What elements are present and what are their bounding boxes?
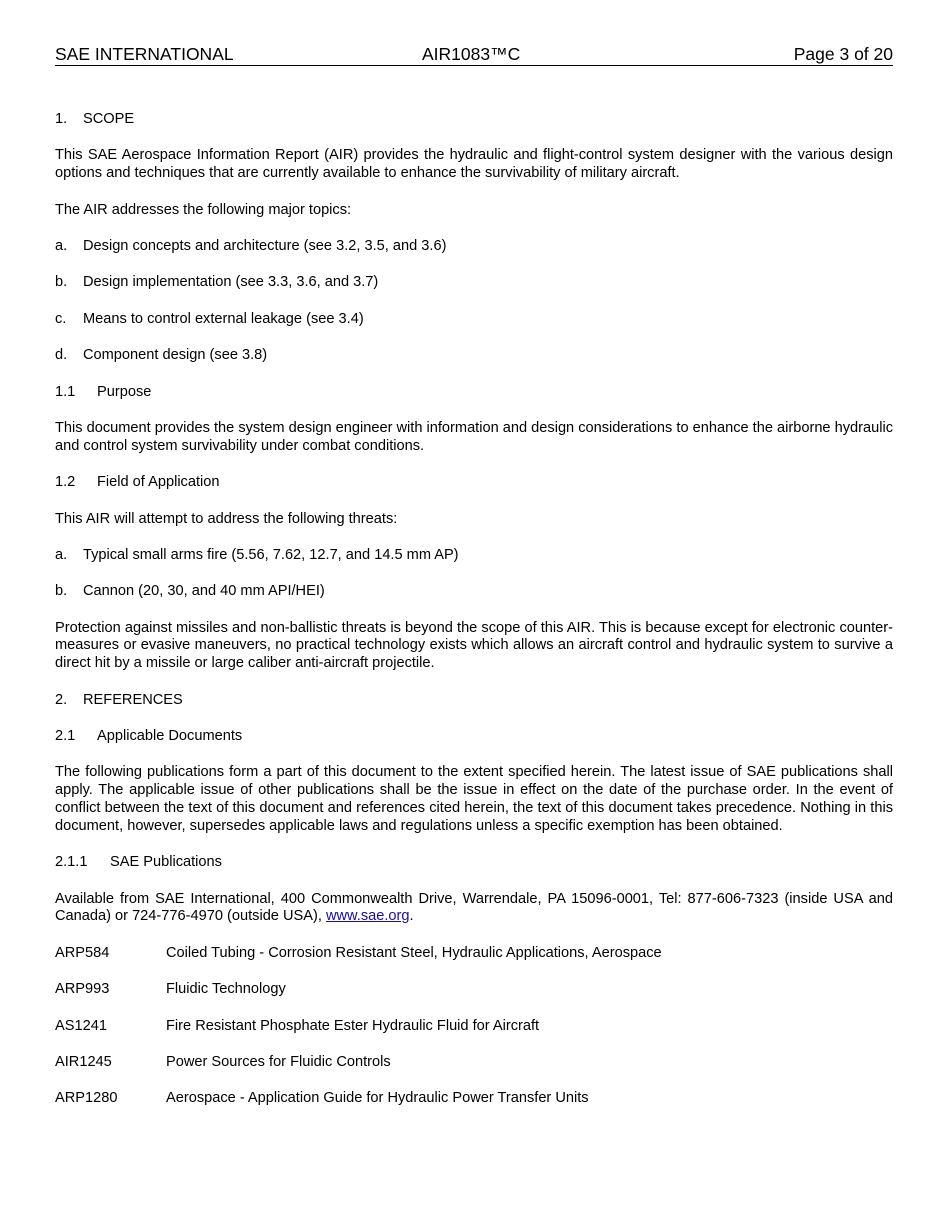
header-doc-id: AIR1083™C bbox=[422, 44, 521, 64]
section-title: SAE Publications bbox=[110, 854, 222, 871]
page-header bbox=[55, 43, 893, 66]
section-number: 1.2 bbox=[55, 474, 76, 491]
reference-entry bbox=[55, 1018, 893, 1036]
section-title: SCOPE bbox=[83, 111, 135, 127]
list-item bbox=[55, 311, 893, 329]
list-item-text: Design implementation (see 3.3, 3.6, and 3.7) bbox=[83, 274, 379, 291]
list-item-label: b. bbox=[55, 583, 68, 600]
section-scope-heading bbox=[55, 111, 893, 129]
field-threats-intro: This AIR will attempt to address the following threats: bbox=[55, 510, 398, 527]
scope-paragraph: This SAE Aerospace Information Report (AIR) provides the hydraulic and flight-control system designer with the various design options and techniques that are currently available to enhance the survivability of military aircraft. bbox=[55, 147, 893, 182]
list-item-label: a. bbox=[55, 237, 68, 254]
section-title: REFERENCES bbox=[83, 691, 183, 708]
availability-text: Available from SAE International, 400 Commonwealth Drive, Warrendale, PA 15096-0001, Tel: 877-606-7323 (inside USA and Canada) or 724-776-4970 (outside USA), bbox=[55, 890, 893, 925]
reference-title: Fluidic Technology bbox=[166, 981, 286, 998]
field-protection-paragraph: Protection against missiles and non-ballistic threats is beyond the scope of this AIR. This is because except for electronic counter-measures or evasive maneuvers, no practical technology exists which allows an aircraft control and hydraulic system to survive a direct hit by a missile or large caliber anti-aircraft projectile. bbox=[55, 619, 893, 672]
applicable-paragraph: The following publications form a part of this document to the extent specified herein. The latest issue of SAE publications shall apply. The applicable issue of other publications shall be the issue in effect on the date of the purchase order. In the event of conflict between the text of this document and references cited herein, the text of this document takes precedence. Nothing in this document, however, supersedes applicable laws and regulations unless a specific exemption has been obtained. bbox=[55, 764, 893, 834]
list-item-text: Design concepts and architecture (see 3.2, 3.5, and 3.6) bbox=[83, 237, 447, 254]
section-purpose-heading bbox=[55, 384, 893, 402]
reference-entry bbox=[55, 1090, 893, 1108]
section-number: 2.1 bbox=[55, 728, 76, 745]
list-item bbox=[55, 583, 893, 601]
section-number: 1.1 bbox=[55, 383, 76, 400]
section-applicable-heading bbox=[55, 728, 893, 746]
section-title: Applicable Documents bbox=[97, 728, 243, 745]
list-item-text: Typical small arms fire (5.56, 7.62, 12.7, and 14.5 mm AP) bbox=[83, 546, 459, 563]
document-body bbox=[55, 111, 893, 1127]
reference-code: AIR1245 bbox=[55, 1053, 112, 1070]
scope-topics-intro: The AIR addresses the following major topics: bbox=[55, 201, 352, 218]
list-item-label: a. bbox=[55, 546, 68, 563]
list-item-text: Component design (see 3.8) bbox=[83, 347, 268, 364]
section-title: Field of Application bbox=[97, 474, 220, 491]
reference-title: Coiled Tubing - Corrosion Resistant Steel, Hydraulic Applications, Aerospace bbox=[166, 944, 662, 961]
sae-availability-paragraph bbox=[55, 891, 893, 927]
availability-suffix: . bbox=[409, 908, 414, 925]
section-references-heading bbox=[55, 692, 893, 710]
section-number: 2.1.1 bbox=[55, 854, 88, 871]
reference-title: Fire Resistant Phosphate Ester Hydraulic Fluid for Aircraft bbox=[166, 1017, 540, 1034]
reference-entry bbox=[55, 945, 893, 963]
reference-code: ARP993 bbox=[55, 981, 110, 998]
header-page-number: Page 3 of 20 bbox=[793, 44, 893, 64]
list-item-text: Cannon (20, 30, and 40 mm API/HEI) bbox=[83, 583, 325, 600]
reference-code: ARP584 bbox=[55, 944, 110, 961]
reference-entry bbox=[55, 1054, 893, 1072]
section-field-heading bbox=[55, 474, 893, 492]
list-item-label: c. bbox=[55, 310, 67, 327]
purpose-paragraph: This document provides the system design engineer with information and design considerations to enhance the airborne hydraulic and control system survivability under combat conditions. bbox=[55, 419, 894, 454]
list-item bbox=[55, 274, 893, 292]
reference-code: ARP1280 bbox=[55, 1090, 118, 1107]
section-sae-pubs-heading bbox=[55, 854, 893, 872]
section-number: 1. bbox=[55, 111, 68, 127]
list-item bbox=[55, 347, 893, 365]
sae-website-link[interactable]: www.sae.org bbox=[325, 908, 410, 925]
reference-title: Power Sources for Fluidic Controls bbox=[166, 1053, 391, 1070]
reference-title: Aerospace - Application Guide for Hydraulic Power Transfer Units bbox=[166, 1090, 589, 1107]
list-item bbox=[55, 547, 893, 565]
section-number: 2. bbox=[55, 691, 68, 708]
reference-code: AS1241 bbox=[55, 1017, 107, 1034]
list-item bbox=[55, 238, 893, 256]
list-item-label: b. bbox=[55, 274, 68, 291]
list-item-label: d. bbox=[55, 347, 68, 364]
section-title: Purpose bbox=[97, 383, 152, 400]
list-item-text: Means to control external leakage (see 3.4) bbox=[83, 310, 364, 327]
header-org: SAE INTERNATIONAL bbox=[55, 44, 234, 64]
reference-entry bbox=[55, 981, 893, 999]
